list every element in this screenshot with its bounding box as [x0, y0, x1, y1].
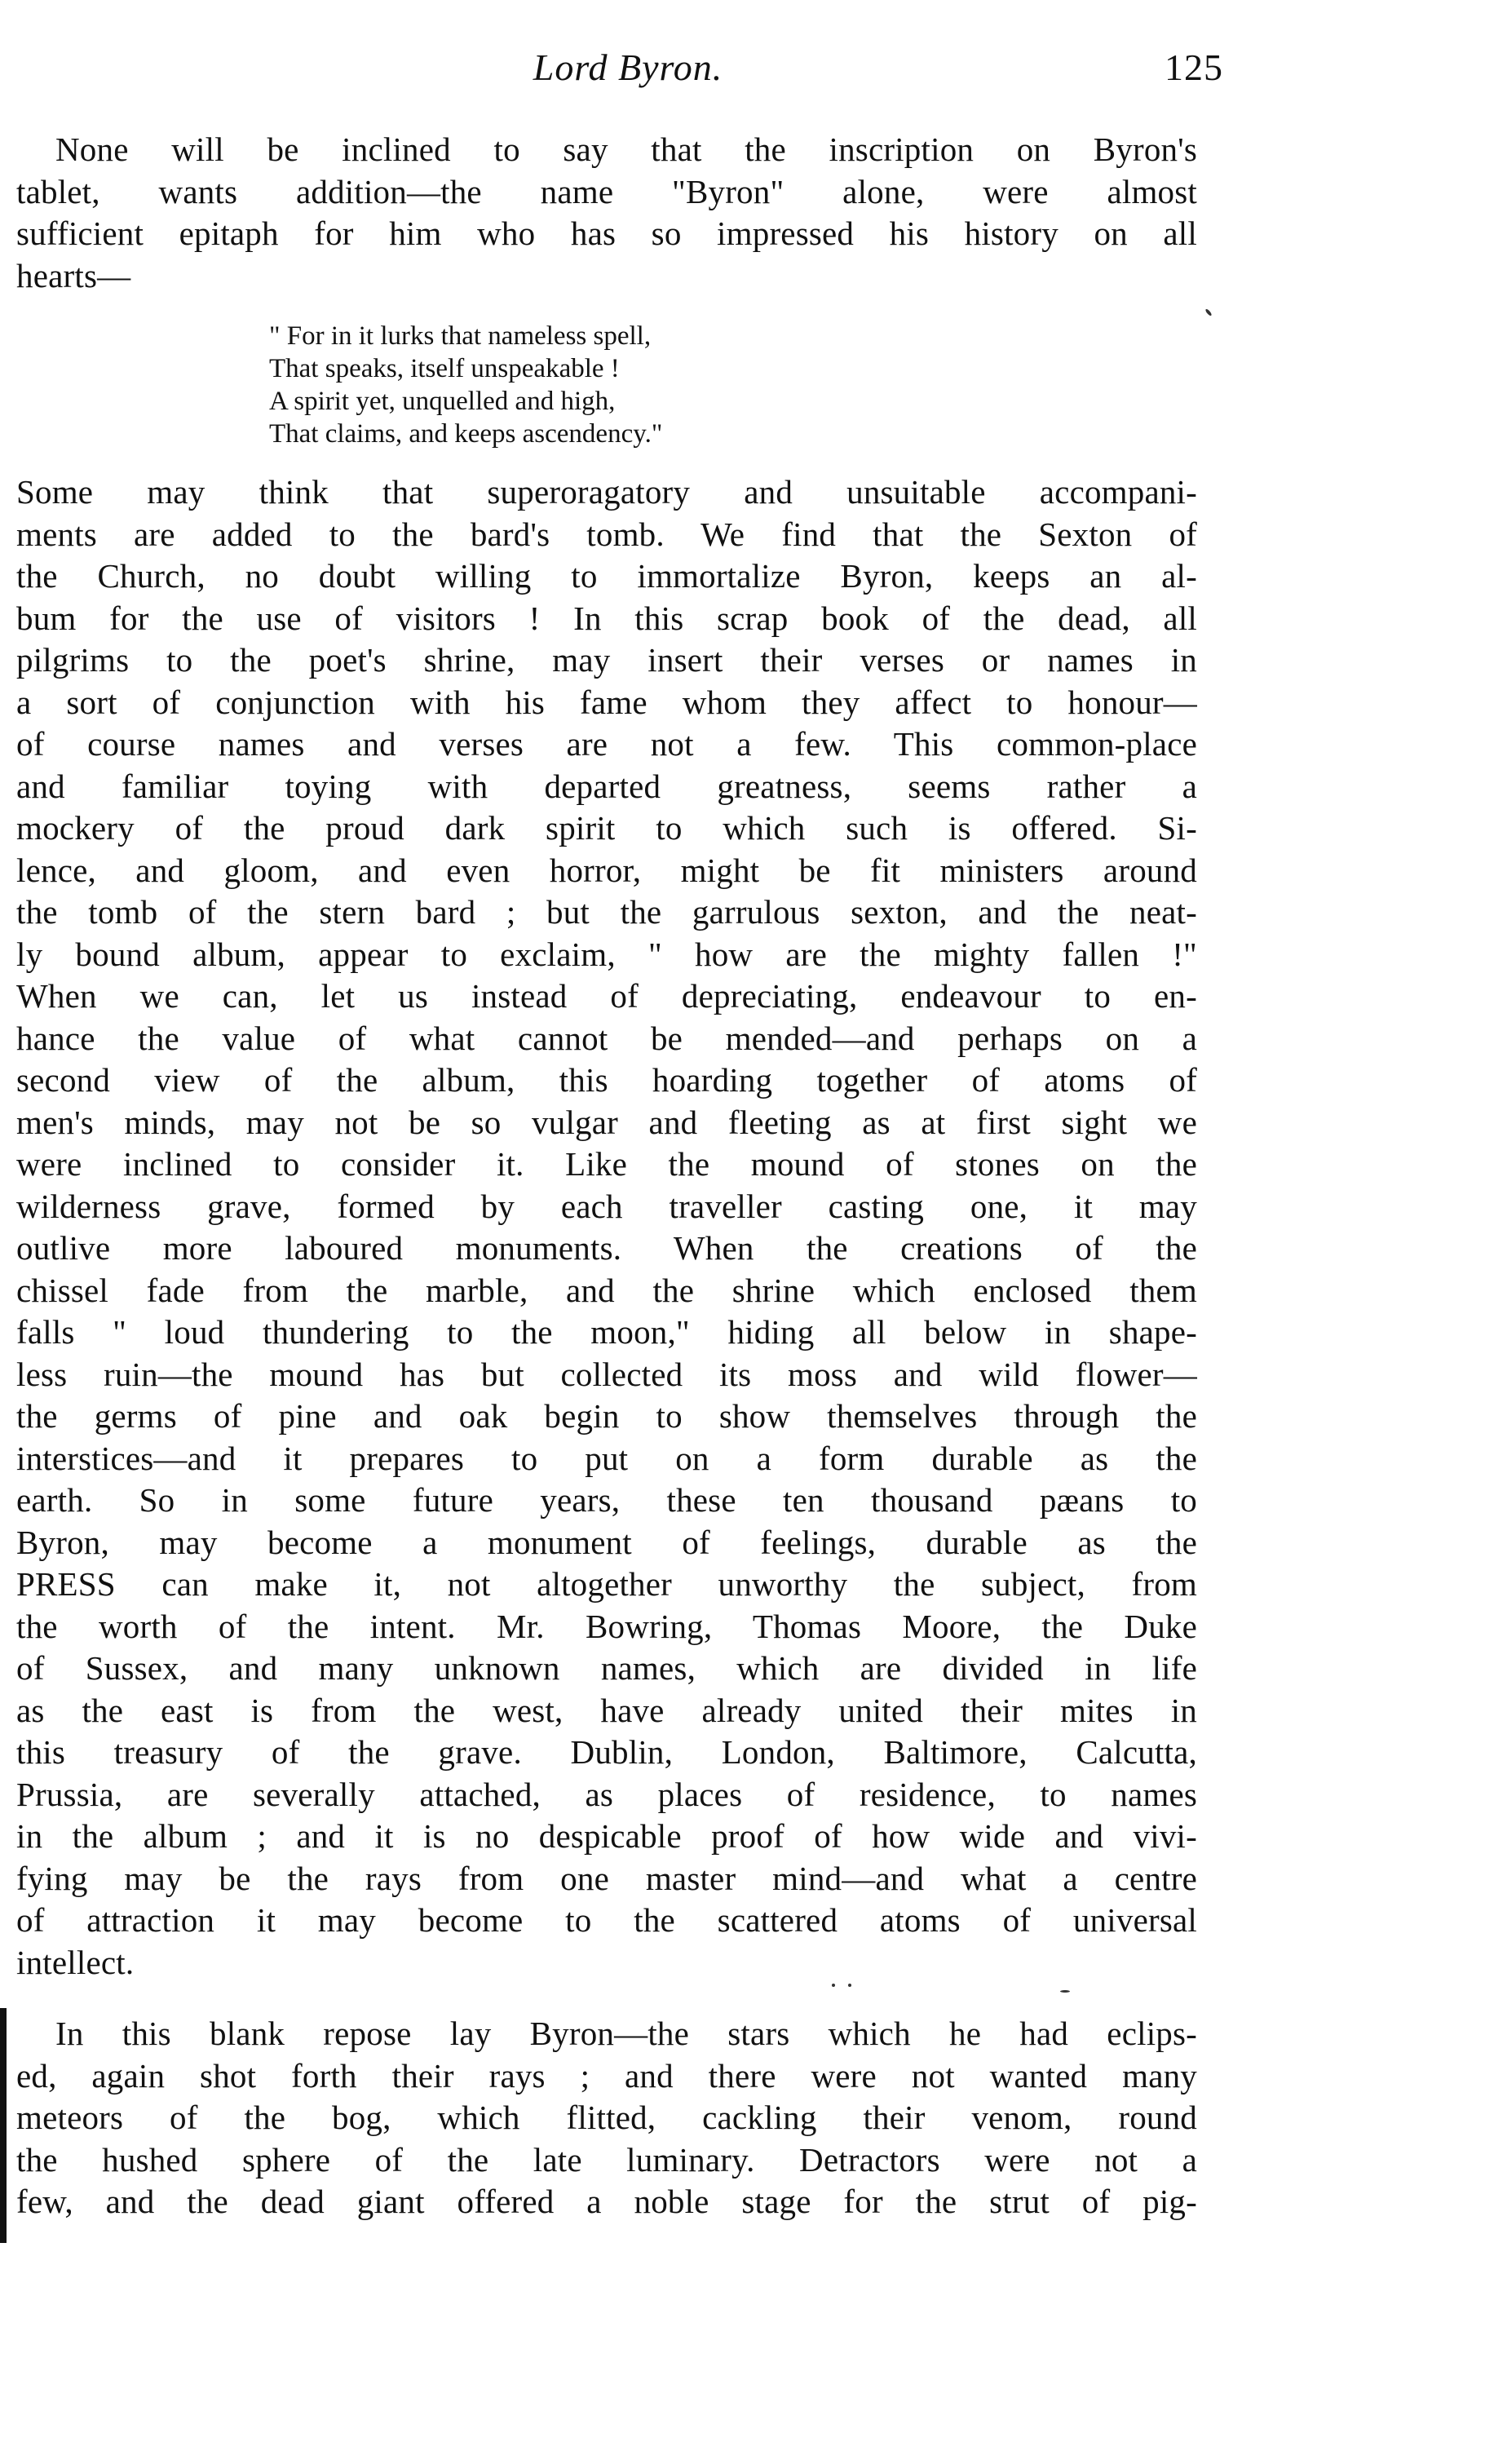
text-line: the germs of pine and oak begin to show themselves through the — [16, 1397, 1197, 1435]
text-line: of course names and verses are not a few. This common-place — [16, 725, 1197, 763]
paragraph-main — [16, 471, 1197, 1984]
scan-speck — [832, 1984, 835, 1987]
text-line: fying may be the rays from one master mind—and what a centre — [16, 1859, 1197, 1897]
text-line: hance the value of what cannot be mended—and perhaps on a — [16, 1019, 1197, 1057]
text-line: chissel fade from the marble, and the shrine which enclosed them — [16, 1271, 1197, 1309]
text-line: ed, again shot forth their rays ; and there were not wanted many — [16, 2056, 1197, 2095]
text-line: Prussia, are severally attached, as places of residence, to names — [16, 1775, 1197, 1813]
text-line: pilgrims to the poet's shrine, may insert their verses or names in — [16, 641, 1197, 679]
text-line: ments are added to the bard's tomb. We find that the Sexton of — [16, 515, 1197, 553]
text-line: the worth of the intent. Mr. Bowring, Thomas Moore, the Duke — [16, 1607, 1197, 1645]
text-line: wilderness grave, formed by each traveller casting one, it may — [16, 1187, 1197, 1225]
text-line: as the east is from the west, have already united their mites in — [16, 1691, 1197, 1729]
text-line: less ruin—the mound has but collected its moss and wild flower— — [16, 1355, 1197, 1393]
text-line: the hushed sphere of the late luminary. Detractors were not a — [16, 2140, 1197, 2179]
text-line: a sort of conjunction with his fame whom they affect to honour— — [16, 683, 1197, 721]
text-line: of Sussex, and many unknown names, which are divided in life — [16, 1649, 1197, 1687]
text-line: mockery of the proud dark spirit to which such is offered. Si- — [16, 809, 1197, 847]
text-line: PRESS can make it, not altogether unworthy the subject, from — [16, 1565, 1197, 1603]
paragraph-final — [16, 2013, 1197, 2223]
page-number: 125 — [1165, 46, 1223, 88]
text-line: interstices—and it prepares to put on a form durable as the — [16, 1439, 1197, 1477]
verse-line: That speaks, itself unspeakable ! — [269, 354, 620, 383]
text-line: and familiar toying with departed greatness, seems rather a — [16, 767, 1197, 805]
text-line: Byron, may become a monument of feelings, durable as the — [16, 1523, 1197, 1561]
text-line: outlive more laboured monuments. When the creations of the — [16, 1229, 1197, 1267]
text-line: were inclined to consider it. Like the mound of stones on the — [16, 1145, 1197, 1183]
text-line: earth. So in some future years, these ten thousand pæans to — [16, 1481, 1197, 1519]
text-line: meteors of the bog, which flitted, cackling their venom, round — [16, 2099, 1197, 2136]
text-line: Some may think that superoragatory and unsuitable accompani- — [16, 473, 1197, 511]
running-title: Lord Byron. — [533, 46, 723, 88]
text-line: the Church, no doubt willing to immortalize Byron, keeps an al- — [16, 557, 1197, 595]
text-line: hearts— — [16, 256, 131, 294]
text-line: few, and the dead giant offered a noble stage for the strut of pig- — [16, 2183, 1197, 2220]
text-line: men's minds, may not be so vulgar and fleeting as at first sight we — [16, 1103, 1197, 1141]
running-header — [33, 39, 1223, 96]
paragraph-intro — [16, 129, 1197, 297]
text-line: falls " loud thundering to the moon," hiding all below in shape- — [16, 1313, 1197, 1351]
text-line: second view of the album, this hoarding together of atoms of — [16, 1061, 1197, 1099]
text-line: of attraction it may become to the scattered atoms of universal — [16, 1901, 1197, 1939]
verse-line: A spirit yet, unquelled and high, — [269, 387, 616, 416]
text-line: None will be inclined to say that the inscription on Byron's — [55, 130, 1197, 168]
text-line: bum for the use of visitors ! In this scrap book of the dead, all — [16, 599, 1197, 637]
text-line: tablet, wants addition—the name "Byron" alone, were almost — [16, 172, 1197, 210]
verse-quotation — [269, 320, 889, 450]
text-line: When we can, let us instead of depreciating, endeavour to en- — [16, 977, 1197, 1015]
text-line: ly bound album, appear to exclaim, " how are the mighty fallen !" — [16, 935, 1197, 973]
scan-speck — [848, 1984, 851, 1987]
text-line: the tomb of the stern bard ; but the garrulous sexton, and the neat- — [16, 893, 1197, 931]
scan-speck — [1060, 1990, 1070, 1993]
text-line: in the album ; and it is no despicable proof of how wide and vivi- — [16, 1817, 1197, 1855]
text-line: this treasury of the grave. Dublin, London, Baltimore, Calcutta, — [16, 1733, 1197, 1771]
text-line: lence, and gloom, and even horror, might be fit ministers around — [16, 851, 1197, 889]
text-line: In this blank repose lay Byron—the stars which he had eclips- — [55, 2015, 1197, 2052]
scan-margin-edge — [0, 2008, 7, 2243]
text-line: intellect. — [16, 1943, 135, 1981]
scan-speck — [1204, 308, 1212, 316]
verse-line: " For in it lurks that nameless spell, — [269, 321, 652, 351]
text-line: sufficient epitaph for him who has so impressed his history on all — [16, 215, 1197, 252]
verse-line: That claims, and keeps ascendency." — [269, 419, 663, 449]
